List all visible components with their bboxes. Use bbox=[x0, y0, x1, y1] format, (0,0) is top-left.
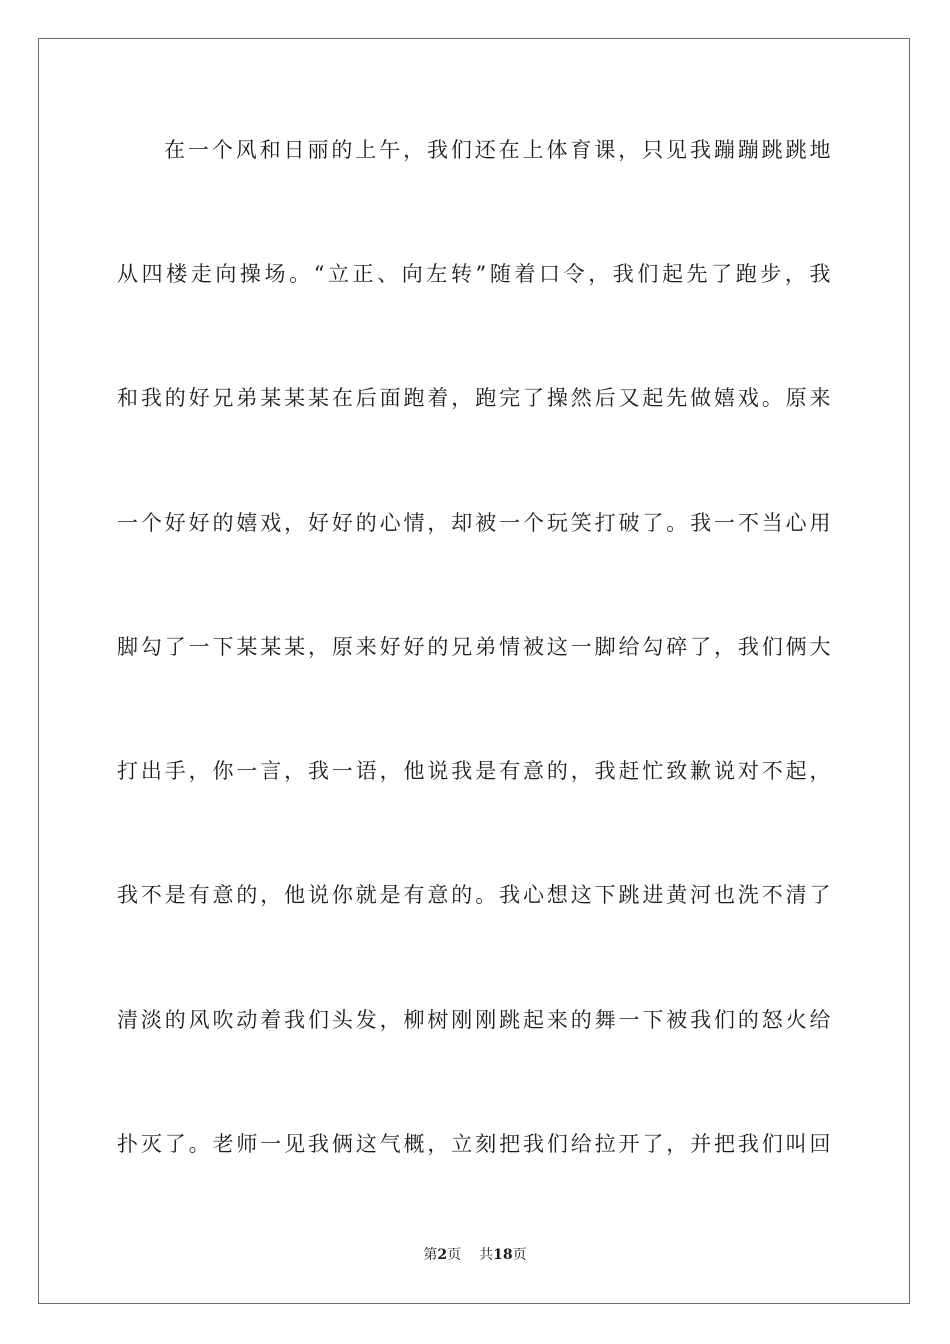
page-suffix: 页 bbox=[447, 1247, 462, 1263]
page-footer bbox=[0, 1245, 950, 1265]
paragraph-line-9: 扑灭了。老师一见我俩这气概，立刻把我们给拉开了，并把我们叫回 bbox=[117, 1132, 833, 1156]
paragraph-line-5: 脚勾了一下某某某，原来好好的兄弟情被这一脚给勾碎了，我们俩大 bbox=[117, 635, 833, 659]
paragraph-line-6: 打出手，你一言，我一语，他说我是有意的，我赶忙致歉说对不起， bbox=[117, 759, 833, 783]
paragraph-line-7: 我不是有意的，他说你就是有意的。我心想这下跳进黄河也洗不清了 bbox=[117, 883, 833, 907]
paragraph-line-4: 一个好好的嬉戏，好好的心情，却被一个玩笑打破了。我一不当心用 bbox=[117, 511, 833, 535]
total-pages: 18 bbox=[493, 1247, 513, 1263]
page-frame bbox=[38, 38, 910, 1304]
page-number: 2 bbox=[437, 1247, 448, 1263]
total-prefix: 共 bbox=[479, 1247, 494, 1263]
paragraph-line-8: 清淡的风吹动着我们头发，柳树刚刚跳起来的舞一下被我们的怒火给 bbox=[117, 1008, 833, 1032]
page-prefix: 第 bbox=[423, 1247, 438, 1263]
paragraph-line-3: 和我的好兄弟某某某在后面跑着，跑完了操然后又起先做嬉戏。原来 bbox=[117, 386, 833, 410]
total-suffix: 页 bbox=[512, 1247, 527, 1263]
paragraph-line-2: 从四楼走向操场。“立正、向左转”随着口令，我们起先了跑步，我 bbox=[117, 262, 833, 286]
paragraph-line-1: 在一个风和日丽的上午，我们还在上体育课，只见我蹦蹦跳跳地 bbox=[164, 138, 833, 162]
